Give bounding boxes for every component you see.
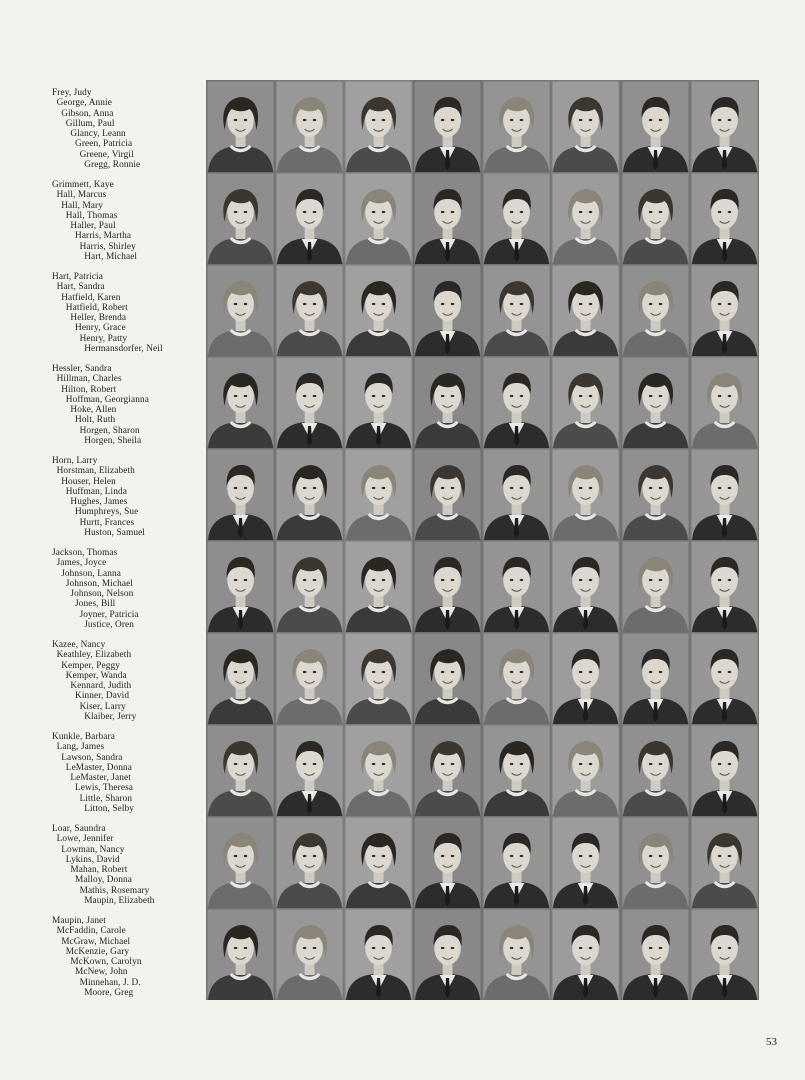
student-portrait xyxy=(206,172,275,264)
student-portrait xyxy=(344,448,413,540)
student-name: Justice, Oren xyxy=(84,620,135,631)
student-name: Maupin, Elizabeth xyxy=(84,896,155,907)
student-name: Hessler, Sandra xyxy=(52,364,112,374)
student-portrait xyxy=(413,264,482,356)
portrait-row xyxy=(0,816,805,908)
student-name: Horgen, Sheila xyxy=(84,436,142,447)
student-name: Hillman, Charles xyxy=(56,374,122,385)
student-name: Lowe, Jennifer xyxy=(56,834,114,845)
student-portrait xyxy=(621,448,690,540)
student-portrait xyxy=(206,540,275,632)
portrait-row xyxy=(0,356,805,448)
student-portrait xyxy=(621,632,690,724)
student-name: Jackson, Thomas xyxy=(52,548,118,558)
student-portrait xyxy=(413,540,482,632)
student-portrait xyxy=(344,908,413,1000)
student-name: Haller, Paul xyxy=(70,221,116,232)
name-list xyxy=(52,548,204,630)
student-portrait xyxy=(275,816,344,908)
student-portrait xyxy=(482,540,551,632)
student-name: Huffman, Linda xyxy=(65,486,127,497)
student-portrait xyxy=(275,172,344,264)
student-portrait xyxy=(690,264,759,356)
student-portrait xyxy=(690,816,759,908)
student-portrait xyxy=(551,724,620,816)
student-name: Kunkle, Barbara xyxy=(52,732,115,742)
student-name: Gillum, Paul xyxy=(65,118,115,129)
student-name: Grimmett, Kaye xyxy=(52,180,114,190)
student-name: Henry, Grace xyxy=(75,323,126,334)
student-name: James, Joyce xyxy=(56,558,107,569)
student-name: Gregg, Ronnie xyxy=(84,160,141,171)
student-portrait xyxy=(344,540,413,632)
student-name: Huston, Samuel xyxy=(84,528,145,539)
photo-strip xyxy=(206,448,759,540)
student-portrait xyxy=(690,80,759,172)
student-portrait xyxy=(551,80,620,172)
portrait-row xyxy=(0,448,805,540)
student-portrait xyxy=(413,80,482,172)
student-portrait xyxy=(621,80,690,172)
student-portrait xyxy=(690,172,759,264)
student-name: Hurtt, Frances xyxy=(79,517,135,528)
student-name: Kazee, Nancy xyxy=(52,640,106,650)
student-name: Glancy, Leann xyxy=(70,129,126,140)
name-list xyxy=(52,916,204,998)
student-name: Johnson, Lanna xyxy=(61,568,121,579)
student-portrait xyxy=(275,632,344,724)
student-portrait xyxy=(344,816,413,908)
page-number: 53 xyxy=(766,1036,777,1048)
student-portrait xyxy=(621,908,690,1000)
student-portrait xyxy=(206,356,275,448)
student-name: Mahan, Robert xyxy=(70,865,128,876)
student-portrait xyxy=(344,356,413,448)
student-name: Heller, Brenda xyxy=(70,313,127,324)
student-name: Hall, Marcus xyxy=(56,190,107,201)
student-portrait xyxy=(275,540,344,632)
student-portrait xyxy=(482,724,551,816)
portrait-row xyxy=(0,80,805,172)
name-list xyxy=(52,732,204,814)
student-name: Loar, Saundra xyxy=(52,824,106,834)
student-name: LeMaster, Janet xyxy=(70,773,131,784)
student-name: McFaddin, Carole xyxy=(56,926,126,937)
photo-strip xyxy=(206,632,759,724)
student-portrait xyxy=(482,448,551,540)
student-portrait xyxy=(482,632,551,724)
student-portrait xyxy=(690,632,759,724)
student-name: George, Annie xyxy=(56,98,112,109)
student-portrait xyxy=(413,724,482,816)
student-portrait xyxy=(482,908,551,1000)
student-name: Humphreys, Sue xyxy=(75,507,139,518)
student-name: Minnehan, J. D. xyxy=(79,977,141,988)
student-name: Greene, Virgil xyxy=(79,149,134,160)
student-name: Harris, Shirley xyxy=(79,241,136,252)
portrait-row xyxy=(0,908,805,1000)
student-portrait xyxy=(206,632,275,724)
student-portrait xyxy=(690,448,759,540)
student-portrait xyxy=(206,448,275,540)
student-name: Johnson, Michael xyxy=(65,578,133,589)
student-portrait xyxy=(206,724,275,816)
student-portrait xyxy=(344,172,413,264)
name-list xyxy=(52,640,204,722)
student-name: Hughes, James xyxy=(70,497,128,508)
portrait-row xyxy=(0,632,805,724)
student-portrait xyxy=(551,816,620,908)
student-portrait xyxy=(621,816,690,908)
student-name: Klaiber, Jerry xyxy=(84,712,137,723)
student-portrait xyxy=(275,448,344,540)
photo-strip xyxy=(206,540,759,632)
student-portrait xyxy=(621,264,690,356)
student-name: Hart, Michael xyxy=(84,252,138,263)
student-name: Little, Sharon xyxy=(79,793,133,804)
student-name: Kemper, Wanda xyxy=(65,670,127,681)
name-list xyxy=(52,88,204,170)
photo-strip xyxy=(206,172,759,264)
name-list xyxy=(52,272,204,354)
portrait-row xyxy=(0,724,805,816)
student-name: Hatfield, Robert xyxy=(65,302,128,313)
photo-strip xyxy=(206,816,759,908)
student-portrait xyxy=(344,80,413,172)
student-name: Kemper, Peggy xyxy=(61,660,120,671)
portrait-row xyxy=(0,264,805,356)
student-portrait xyxy=(482,356,551,448)
student-name: McGraw, Michael xyxy=(61,936,131,947)
student-name: LeMaster, Donna xyxy=(65,762,132,773)
student-name: Hilton, Robert xyxy=(61,384,117,395)
student-portrait xyxy=(551,540,620,632)
student-name: Mathis, Rosemary xyxy=(79,885,150,896)
student-portrait xyxy=(206,816,275,908)
student-portrait xyxy=(621,724,690,816)
student-portrait xyxy=(344,632,413,724)
name-list xyxy=(52,824,204,906)
photo-strip xyxy=(206,264,759,356)
student-name: Hoffman, Georgianna xyxy=(65,394,149,405)
student-portrait xyxy=(275,356,344,448)
student-portrait xyxy=(275,80,344,172)
student-portrait xyxy=(206,264,275,356)
student-name: Gibson, Anna xyxy=(61,108,114,119)
student-name: Lawson, Sandra xyxy=(61,752,123,763)
student-name: Jones, Bill xyxy=(75,599,116,610)
student-portrait xyxy=(413,356,482,448)
student-portrait xyxy=(413,908,482,1000)
student-name: Hart, Sandra xyxy=(56,282,105,293)
student-name: Kiser, Larry xyxy=(79,701,126,712)
student-name: Horgen, Sharon xyxy=(79,425,140,436)
student-portrait xyxy=(551,264,620,356)
student-portrait xyxy=(690,724,759,816)
student-name: Hatfield, Karen xyxy=(61,292,121,303)
student-portrait xyxy=(551,356,620,448)
name-list xyxy=(52,456,204,538)
student-name: Horn, Larry xyxy=(52,456,98,466)
portrait-row xyxy=(0,172,805,264)
student-name: Lowman, Nancy xyxy=(61,844,125,855)
student-portrait xyxy=(206,908,275,1000)
student-name: Keathley, Elizabeth xyxy=(56,650,132,661)
student-name: Maupin, Janet xyxy=(52,916,106,926)
student-portrait xyxy=(344,264,413,356)
photo-strip xyxy=(206,80,759,172)
student-name: Hall, Mary xyxy=(61,200,103,211)
student-name: Green, Patricia xyxy=(75,139,133,150)
student-name: Hall, Thomas xyxy=(65,210,118,221)
student-name: Hart, Patricia xyxy=(52,272,103,282)
student-name: Houser, Helen xyxy=(61,476,116,487)
student-name: Kinner, David xyxy=(75,691,130,702)
student-name: Lang, James xyxy=(56,742,105,753)
student-portrait xyxy=(621,172,690,264)
student-portrait xyxy=(482,264,551,356)
student-portrait xyxy=(275,724,344,816)
student-portrait xyxy=(621,356,690,448)
photo-strip xyxy=(206,908,759,1000)
student-name: Litton, Selby xyxy=(84,804,135,815)
photo-strip xyxy=(206,356,759,448)
student-portrait xyxy=(413,172,482,264)
student-name: Moore, Greg xyxy=(84,988,134,999)
student-name: Lykins, David xyxy=(65,854,120,865)
student-name: Frey, Judy xyxy=(52,88,92,98)
name-list xyxy=(52,180,204,262)
student-name: Lewis, Theresa xyxy=(75,783,134,794)
student-name: Horstman, Elizabeth xyxy=(56,466,135,477)
student-name: Henry, Patty xyxy=(79,333,128,344)
student-name: Kennard, Judith xyxy=(70,681,132,692)
student-name: Joyner, Patricia xyxy=(79,609,139,620)
student-portrait xyxy=(482,80,551,172)
student-portrait xyxy=(621,540,690,632)
student-name: Hoke, Allen xyxy=(70,405,117,416)
name-list xyxy=(52,364,204,446)
student-name: Hermansdorfer, Neil xyxy=(84,344,163,355)
student-portrait xyxy=(690,540,759,632)
student-name: Johnson, Nelson xyxy=(70,589,134,600)
photo-strip xyxy=(206,724,759,816)
student-portrait xyxy=(551,172,620,264)
student-name: Harris, Martha xyxy=(75,231,132,242)
student-portrait xyxy=(344,724,413,816)
student-portrait xyxy=(690,908,759,1000)
student-name: Malloy, Donna xyxy=(75,875,132,886)
student-portrait xyxy=(275,908,344,1000)
student-portrait xyxy=(275,264,344,356)
student-name: McNew, John xyxy=(75,967,128,978)
student-portrait xyxy=(413,448,482,540)
student-name: McKown, Carolyn xyxy=(70,957,142,968)
student-portrait xyxy=(206,80,275,172)
student-portrait xyxy=(413,816,482,908)
student-name: Holt, Ruth xyxy=(75,415,116,426)
student-portrait xyxy=(551,908,620,1000)
student-name: McKenzie, Gary xyxy=(65,946,130,957)
student-portrait xyxy=(690,356,759,448)
student-portrait xyxy=(482,816,551,908)
student-portrait xyxy=(482,172,551,264)
portrait-row xyxy=(0,540,805,632)
student-portrait xyxy=(551,448,620,540)
student-portrait xyxy=(551,632,620,724)
student-portrait xyxy=(413,632,482,724)
